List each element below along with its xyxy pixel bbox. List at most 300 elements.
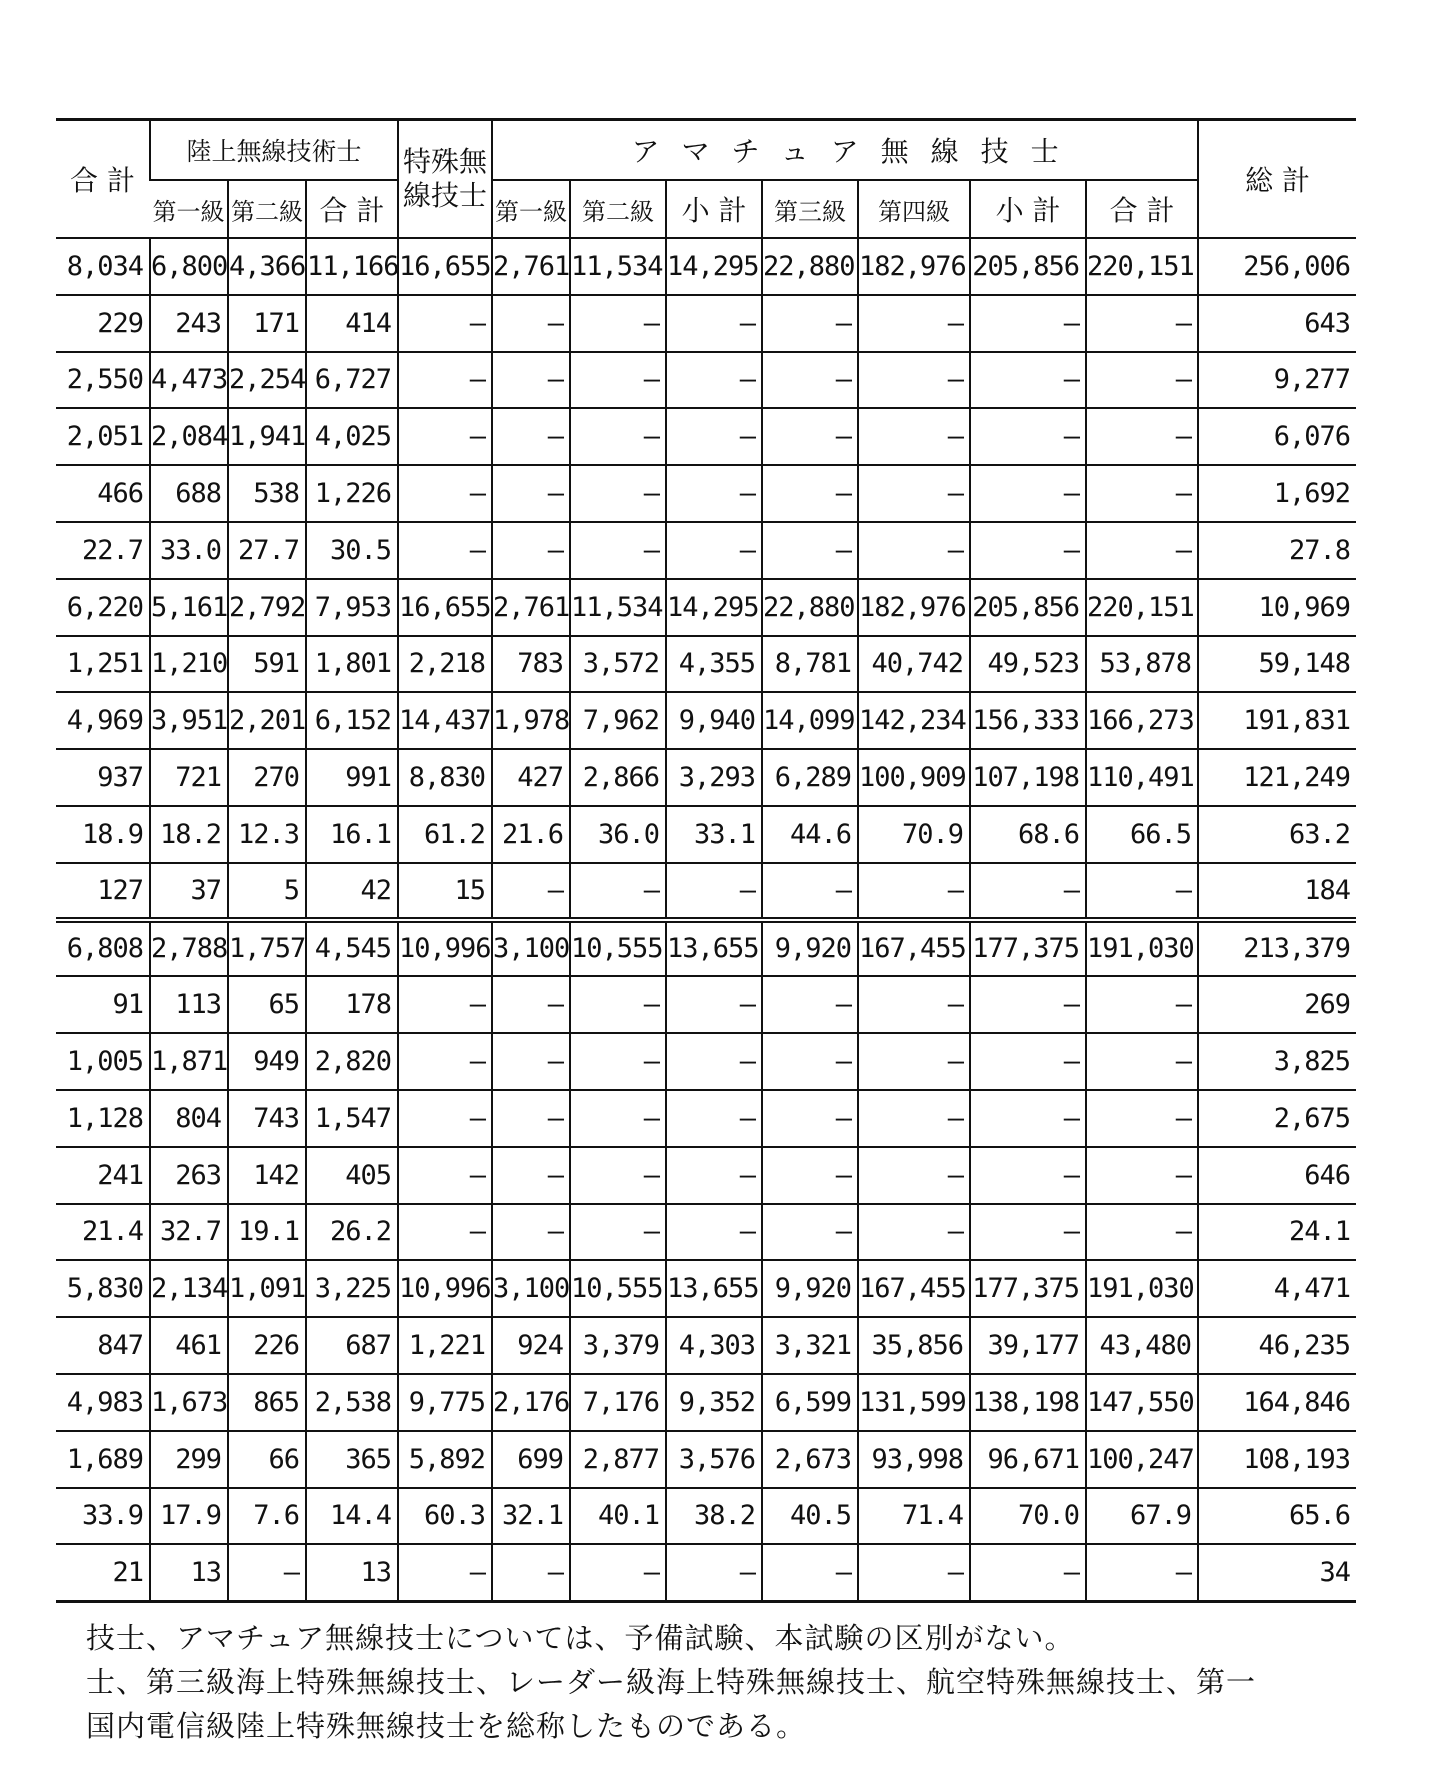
table-cell: 121,249	[1198, 749, 1356, 806]
table-cell: 44.6	[762, 806, 858, 863]
table-cell: 30.5	[306, 522, 398, 579]
table-cell: 14,295	[666, 238, 762, 295]
table-cell: 269	[1198, 976, 1356, 1033]
table-cell: 33.0	[150, 522, 228, 579]
table-cell: 6,220	[56, 579, 150, 636]
table-cell: 10,996	[398, 1260, 492, 1317]
table-cell: —	[398, 408, 492, 465]
table-cell: —	[970, 1090, 1086, 1147]
table-cell: —	[1086, 522, 1198, 579]
table-cell: —	[762, 408, 858, 465]
table-cell: —	[762, 295, 858, 352]
table-cell: 10,969	[1198, 579, 1356, 636]
table-cell: 9,277	[1198, 352, 1356, 409]
footnote-line-1: 技士、アマチュア無線技士については、予備試験、本試験の区別がない。	[86, 1621, 1075, 1655]
table-cell: 177,375	[970, 920, 1086, 977]
table-cell: 6,599	[762, 1374, 858, 1431]
table-cell: —	[666, 1544, 762, 1601]
table-cell: 243	[150, 295, 228, 352]
table-cell: 2,673	[762, 1431, 858, 1488]
table-row	[56, 408, 1356, 465]
table-cell: —	[858, 408, 970, 465]
table-cell: —	[492, 408, 570, 465]
table-cell: 9,352	[666, 1374, 762, 1431]
table-row	[56, 806, 1356, 863]
table-cell: —	[570, 295, 666, 352]
table-cell: 1,251	[56, 636, 150, 693]
table-cell: —	[666, 465, 762, 522]
table-cell: 16,655	[398, 579, 492, 636]
table-cell: 37	[150, 863, 228, 920]
table-cell: 643	[1198, 295, 1356, 352]
table-cell: 3,100	[492, 1260, 570, 1317]
table-cell: 1,091	[228, 1260, 306, 1317]
table-cell: —	[762, 465, 858, 522]
table-cell: 177,375	[970, 1260, 1086, 1317]
table-cell: —	[1086, 976, 1198, 1033]
table-cell: 865	[228, 1374, 306, 1431]
header-amateur-subtotal-a: 小 計	[666, 180, 762, 238]
table-cell: —	[492, 295, 570, 352]
table-cell: —	[398, 295, 492, 352]
table-cell: 26.2	[306, 1204, 398, 1261]
table-cell: 156,333	[970, 692, 1086, 749]
table-cell: 299	[150, 1431, 228, 1488]
table-cell: 49,523	[970, 636, 1086, 693]
table-cell: 93,998	[858, 1431, 970, 1488]
table-cell: —	[1086, 465, 1198, 522]
table-cell: —	[570, 465, 666, 522]
table-cell: 461	[150, 1317, 228, 1374]
header-land-total: 合 計	[306, 180, 398, 238]
table-cell: 35,856	[858, 1317, 970, 1374]
table-cell: 13	[150, 1544, 228, 1601]
table-cell: —	[398, 465, 492, 522]
table-cell: 65.6	[1198, 1488, 1356, 1545]
header-land-radio-engineer: 陸上無線技術士	[150, 120, 398, 181]
table-cell: 18.2	[150, 806, 228, 863]
table-cell: 66	[228, 1431, 306, 1488]
table-cell: 2,051	[56, 408, 150, 465]
table-cell: 4,969	[56, 692, 150, 749]
table-cell: —	[858, 863, 970, 920]
table-cell: 365	[306, 1431, 398, 1488]
table-row	[56, 1090, 1356, 1147]
table-cell: 53,878	[1086, 636, 1198, 693]
table-cell: —	[762, 976, 858, 1033]
table-cell: —	[666, 295, 762, 352]
table-cell: —	[970, 352, 1086, 409]
header-row-subgroups	[56, 180, 1356, 238]
table-cell: 142,234	[858, 692, 970, 749]
table-cell: 2,761	[492, 579, 570, 636]
table-cell: 1,978	[492, 692, 570, 749]
table-cell: 1,128	[56, 1090, 150, 1147]
table-cell: —	[858, 522, 970, 579]
table-row	[56, 295, 1356, 352]
table-cell: —	[666, 1090, 762, 1147]
table-cell: 164,846	[1198, 1374, 1356, 1431]
table-cell: 39,177	[970, 1317, 1086, 1374]
table-cell: —	[492, 1204, 570, 1261]
table-cell: 10,996	[398, 920, 492, 977]
table-cell: 699	[492, 1431, 570, 1488]
table-row	[56, 863, 1356, 920]
table-cell: 32.1	[492, 1488, 570, 1545]
table-cell: 591	[228, 636, 306, 693]
footnotes	[86, 1616, 1386, 1748]
table-cell: 4,366	[228, 238, 306, 295]
table-cell: 538	[228, 465, 306, 522]
table-cell: 1,673	[150, 1374, 228, 1431]
table-cell: 743	[228, 1090, 306, 1147]
table-cell: 17.9	[150, 1488, 228, 1545]
table-cell: —	[666, 863, 762, 920]
header-land-first-class: 第一級	[150, 180, 228, 238]
table-cell: 1,757	[228, 920, 306, 977]
table-cell: —	[666, 408, 762, 465]
table-cell: —	[492, 522, 570, 579]
table-cell: 3,825	[1198, 1033, 1356, 1090]
table-cell: 191,030	[1086, 1260, 1198, 1317]
table-cell: 847	[56, 1317, 150, 1374]
table-cell: 67.9	[1086, 1488, 1198, 1545]
table-cell: 21	[56, 1544, 150, 1601]
table-cell: 11,534	[570, 579, 666, 636]
table-row	[56, 465, 1356, 522]
table-row	[56, 976, 1356, 1033]
table-cell: —	[492, 1090, 570, 1147]
table-cell: —	[970, 408, 1086, 465]
table-cell: 937	[56, 749, 150, 806]
header-amateur-total: 合 計	[1086, 180, 1198, 238]
table-cell: 182,976	[858, 238, 970, 295]
table-cell: 205,856	[970, 238, 1086, 295]
table-cell: —	[762, 352, 858, 409]
table-cell: 3,951	[150, 692, 228, 749]
table-cell: —	[858, 1033, 970, 1090]
table-cell: 127	[56, 863, 150, 920]
table-cell: —	[666, 976, 762, 1033]
table-cell: 1,941	[228, 408, 306, 465]
table-cell: 9,940	[666, 692, 762, 749]
table-cell: 2,201	[228, 692, 306, 749]
header-land-second-class: 第二級	[228, 180, 306, 238]
table-cell: 5,161	[150, 579, 228, 636]
table-cell: —	[762, 1090, 858, 1147]
table-cell: 22,880	[762, 238, 858, 295]
table-cell: 167,455	[858, 1260, 970, 1317]
table-cell: 9,775	[398, 1374, 492, 1431]
table-row	[56, 238, 1356, 295]
table-cell: —	[492, 863, 570, 920]
table-cell: 4,473	[150, 352, 228, 409]
table-cell: 2,792	[228, 579, 306, 636]
table-cell: —	[970, 1033, 1086, 1090]
table-cell: 138,198	[970, 1374, 1086, 1431]
table-cell: 42	[306, 863, 398, 920]
table-cell: 2,084	[150, 408, 228, 465]
table-cell: 131,599	[858, 1374, 970, 1431]
table-cell: 21.4	[56, 1204, 150, 1261]
table-cell: 4,471	[1198, 1260, 1356, 1317]
table-cell: —	[858, 295, 970, 352]
table-cell: 2,820	[306, 1033, 398, 1090]
table-row	[56, 749, 1356, 806]
table-cell: 91	[56, 976, 150, 1033]
table-row	[56, 1033, 1356, 1090]
table-cell: 2,176	[492, 1374, 570, 1431]
table-cell: 65	[228, 976, 306, 1033]
header-special-radio-operator	[398, 120, 492, 239]
header-row-groups	[56, 120, 1356, 181]
table-cell: 1,871	[150, 1033, 228, 1090]
table-cell: —	[858, 465, 970, 522]
table-cell: 71.4	[858, 1488, 970, 1545]
table-cell: 70.0	[970, 1488, 1086, 1545]
table-cell: 13	[306, 1544, 398, 1601]
table-cell: 8,830	[398, 749, 492, 806]
table-cell: —	[398, 1544, 492, 1601]
table-cell: —	[570, 976, 666, 1033]
table-cell: —	[1086, 1090, 1198, 1147]
table-cell: —	[228, 1544, 306, 1601]
table-cell: 13,655	[666, 920, 762, 977]
table-row	[56, 1374, 1356, 1431]
table-cell: 33.9	[56, 1488, 150, 1545]
table-cell: —	[1086, 1147, 1198, 1204]
table-row	[56, 352, 1356, 409]
table-cell: —	[970, 1147, 1086, 1204]
table-cell: 1,005	[56, 1033, 150, 1090]
table-cell: 7,953	[306, 579, 398, 636]
table-cell: 2,538	[306, 1374, 398, 1431]
table-cell: 688	[150, 465, 228, 522]
table-cell: —	[762, 1204, 858, 1261]
header-amateur-fourth-class: 第四級	[858, 180, 970, 238]
table-cell: —	[1086, 1033, 1198, 1090]
header-special-line2: 線技士	[403, 179, 488, 212]
footnote-line-3: 国内電信級陸上特殊無線技士を総称したものである。	[86, 1709, 807, 1743]
table-cell: 10,555	[570, 920, 666, 977]
table-cell: 2,550	[56, 352, 150, 409]
table-row	[56, 1204, 1356, 1261]
table-row	[56, 1260, 1356, 1317]
table-cell: 3,379	[570, 1317, 666, 1374]
table-cell: —	[858, 976, 970, 1033]
header-total-left: 合 計	[56, 120, 150, 239]
table-cell: 96,671	[970, 1431, 1086, 1488]
table-cell: 166,273	[1086, 692, 1198, 749]
table-cell: 100,909	[858, 749, 970, 806]
table-cell: —	[1086, 295, 1198, 352]
table-cell: 21.6	[492, 806, 570, 863]
table-row	[56, 1431, 1356, 1488]
table-cell: 36.0	[570, 806, 666, 863]
table-cell: —	[762, 863, 858, 920]
table-cell: —	[570, 1033, 666, 1090]
table-cell: 427	[492, 749, 570, 806]
table-row	[56, 692, 1356, 749]
table-cell: 804	[150, 1090, 228, 1147]
table-cell: 182,976	[858, 579, 970, 636]
table-cell: 229	[56, 295, 150, 352]
header-amateur-third-class: 第三級	[762, 180, 858, 238]
table-cell: 241	[56, 1147, 150, 1204]
table-cell: —	[492, 1147, 570, 1204]
header-amateur-radio-operator: アマチュア無線技士	[492, 120, 1198, 181]
table-cell: 4,545	[306, 920, 398, 977]
table-cell: 3,572	[570, 636, 666, 693]
table-cell: —	[666, 1147, 762, 1204]
table-cell: 46,235	[1198, 1317, 1356, 1374]
table-cell: 191,831	[1198, 692, 1356, 749]
table-cell: 43,480	[1086, 1317, 1198, 1374]
table-cell: —	[666, 522, 762, 579]
table-cell: 7,176	[570, 1374, 666, 1431]
table-cell: 949	[228, 1033, 306, 1090]
table-cell: 113	[150, 976, 228, 1033]
table-cell: 184	[1198, 863, 1356, 920]
table-cell: 32.7	[150, 1204, 228, 1261]
table-cell: 61.2	[398, 806, 492, 863]
table-cell: —	[492, 1544, 570, 1601]
table-cell: 924	[492, 1317, 570, 1374]
table-cell: 1,221	[398, 1317, 492, 1374]
table-cell: 4,025	[306, 408, 398, 465]
table-cell: 466	[56, 465, 150, 522]
table-cell: 5	[228, 863, 306, 920]
table-cell: 60.3	[398, 1488, 492, 1545]
table-cell: 2,761	[492, 238, 570, 295]
table-cell: 14,295	[666, 579, 762, 636]
table-cell: 6,808	[56, 920, 150, 977]
table-cell: 2,218	[398, 636, 492, 693]
table-cell: —	[858, 1090, 970, 1147]
table-cell: 3,576	[666, 1431, 762, 1488]
table-cell: 7.6	[228, 1488, 306, 1545]
table-cell: —	[570, 352, 666, 409]
table-cell: 11,534	[570, 238, 666, 295]
license-exam-statistics-table	[56, 118, 1356, 1603]
table-cell: 405	[306, 1147, 398, 1204]
table-cell: 14,437	[398, 692, 492, 749]
table-cell: 1,689	[56, 1431, 150, 1488]
table-cell: 19.1	[228, 1204, 306, 1261]
table-cell: —	[570, 1090, 666, 1147]
table-cell: 2,134	[150, 1260, 228, 1317]
table-cell: 171	[228, 295, 306, 352]
header-special-line1: 特殊無	[403, 145, 488, 178]
table-cell: —	[398, 1090, 492, 1147]
table-cell: —	[570, 408, 666, 465]
table-row	[56, 1317, 1356, 1374]
header-amateur-second-class: 第二級	[570, 180, 666, 238]
table-cell: 2,254	[228, 352, 306, 409]
table-cell: 3,293	[666, 749, 762, 806]
table-row	[56, 1544, 1356, 1601]
table-cell: 3,225	[306, 1260, 398, 1317]
table-cell: —	[398, 1147, 492, 1204]
table-cell: 2,866	[570, 749, 666, 806]
table-cell: 40.5	[762, 1488, 858, 1545]
table-cell: 1,547	[306, 1090, 398, 1147]
table-cell: 9,920	[762, 920, 858, 977]
table-cell: 6,727	[306, 352, 398, 409]
header-grand-total: 総 計	[1198, 120, 1356, 239]
table-cell: 8,034	[56, 238, 150, 295]
table-cell: 11,166	[306, 238, 398, 295]
table-cell: —	[762, 1147, 858, 1204]
table-cell: 14,099	[762, 692, 858, 749]
table-cell: —	[970, 1544, 1086, 1601]
table-cell: —	[970, 295, 1086, 352]
table-cell: 6,289	[762, 749, 858, 806]
table-row	[56, 522, 1356, 579]
table-cell: 27.8	[1198, 522, 1356, 579]
table-cell: —	[1086, 408, 1198, 465]
table-cell: 2,788	[150, 920, 228, 977]
table-cell: 191,030	[1086, 920, 1198, 977]
table-cell: 5,892	[398, 1431, 492, 1488]
table-cell: 3,100	[492, 920, 570, 977]
table-cell: 1,210	[150, 636, 228, 693]
table-cell: 38.2	[666, 1488, 762, 1545]
table-cell: 1,801	[306, 636, 398, 693]
table-cell: 68.6	[970, 806, 1086, 863]
table-cell: 220,151	[1086, 238, 1198, 295]
table-cell: 4,303	[666, 1317, 762, 1374]
table-cell: 142	[228, 1147, 306, 1204]
table-cell: 205,856	[970, 579, 1086, 636]
table-cell: —	[570, 863, 666, 920]
table-cell: 12.3	[228, 806, 306, 863]
table-cell: 34	[1198, 1544, 1356, 1601]
footnote-line-2: 士、第三級海上特殊無線技士、レーダー級海上特殊無線技士、航空特殊無線技士、第一	[86, 1665, 1257, 1699]
table-cell: —	[970, 863, 1086, 920]
table-cell: —	[858, 352, 970, 409]
table-cell: 220,151	[1086, 579, 1198, 636]
table-cell: —	[492, 1033, 570, 1090]
table-cell: —	[570, 1544, 666, 1601]
table-cell: 2,675	[1198, 1090, 1356, 1147]
table-cell: —	[398, 1033, 492, 1090]
table-cell: 270	[228, 749, 306, 806]
table-cell: —	[570, 1204, 666, 1261]
table-row	[56, 1147, 1356, 1204]
header-amateur-subtotal-b: 小 計	[970, 180, 1086, 238]
table-cell: 14.4	[306, 1488, 398, 1545]
table-cell: —	[398, 352, 492, 409]
table-cell: 9,920	[762, 1260, 858, 1317]
table-cell: 178	[306, 976, 398, 1033]
table-cell: —	[762, 522, 858, 579]
table-cell: 4,355	[666, 636, 762, 693]
table-cell: 6,800	[150, 238, 228, 295]
table-row	[56, 920, 1356, 977]
table-cell: —	[762, 1544, 858, 1601]
table-cell: 107,198	[970, 749, 1086, 806]
table-cell: —	[1086, 1204, 1198, 1261]
table-cell: 687	[306, 1317, 398, 1374]
table-cell: 167,455	[858, 920, 970, 977]
table-cell: 108,193	[1198, 1431, 1356, 1488]
table-cell: 5,830	[56, 1260, 150, 1317]
table-cell: —	[858, 1204, 970, 1261]
table-cell: —	[570, 522, 666, 579]
table-cell: —	[858, 1147, 970, 1204]
table-cell: —	[398, 1204, 492, 1261]
